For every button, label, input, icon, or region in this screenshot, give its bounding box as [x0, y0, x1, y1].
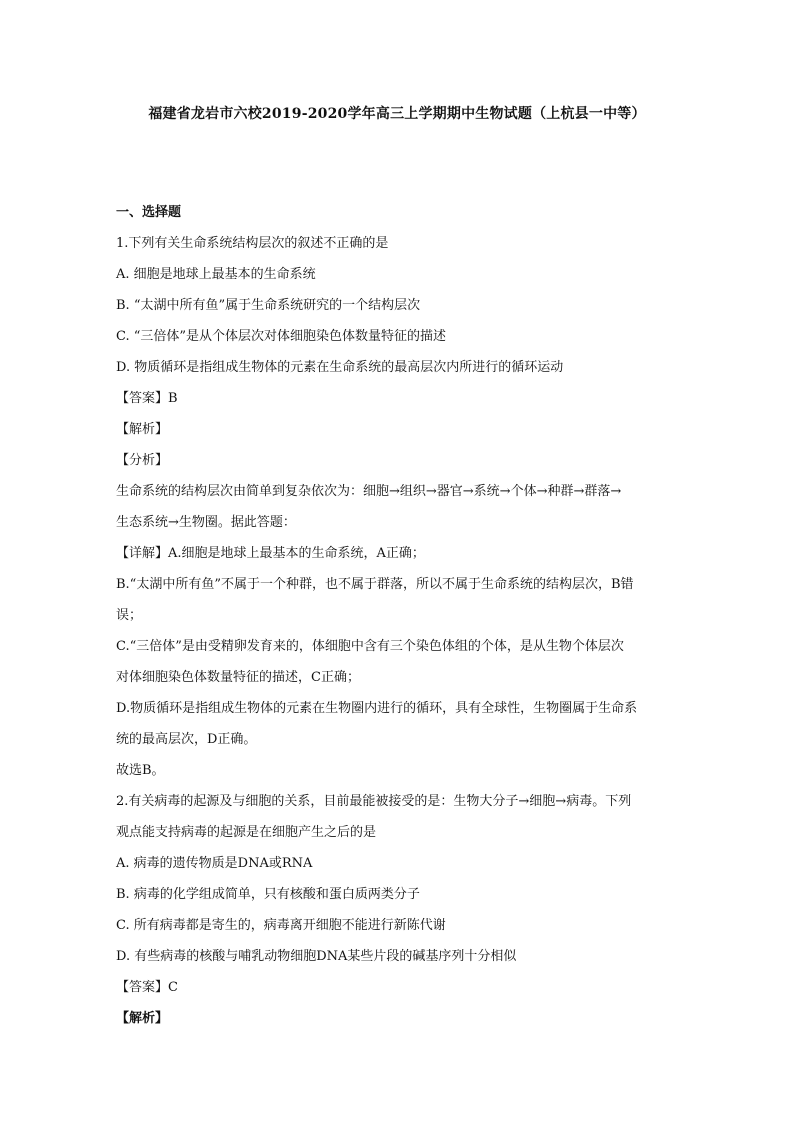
question-2-analysis-label: 【解析】	[116, 1011, 169, 1026]
question-1-analysis-label: 【解析】	[116, 422, 169, 437]
document-title: 福建省龙岩市六校2019-2020学年高三上学期期中生物试题（上杭县一中等）	[148, 106, 646, 122]
question-2-option-d: D. 有些病毒的核酸与哺乳动物细胞DNA某些片段的碱基序列十分相似	[116, 949, 517, 964]
question-1-fenxi-label: 【分析】	[116, 453, 169, 468]
question-1-detail-line: B.“太湖中所有鱼”不属于一个种群，也不属于群落，所以不属于生命系统的结构层次，B错	[116, 577, 634, 592]
question-1-option-b: B. “太湖中所有鱼”属于生命系统研究的一个结构层次	[116, 298, 421, 313]
question-2-stem: 2.有关病毒的起源及与细胞的关系，目前最能被接受的是：生物大分子→细胞→病毒。下列	[116, 794, 632, 809]
question-1-fenxi-line: 生态系统→生物圈。据此答题：	[116, 515, 296, 530]
question-2-option-b: B. 病毒的化学组成简单，只有核酸和蛋白质两类分子	[116, 887, 420, 902]
question-2-stem: 观点能支持病毒的起源是在细胞产生之后的是	[116, 825, 377, 840]
question-1-conclusion: 故选B。	[116, 763, 165, 778]
question-1-fenxi-line: 生命系统的结构层次由简单到复杂依次为：细胞→组织→器官→系统→个体→种群→群落→	[116, 484, 622, 499]
question-1-detail-line: 对体细胞染色体数量特征的描述，C正确；	[116, 670, 360, 685]
question-1-option-d: D. 物质循环是指组成生物体的元素在生命系统的最高层次内所进行的循环运动	[116, 360, 564, 375]
section-heading: 一、选择题	[116, 205, 182, 220]
question-2-option-c: C. 所有病毒都是寄生的，病毒离开细胞不能进行新陈代谢	[116, 918, 446, 933]
question-1-detail-line: 误；	[116, 608, 143, 623]
question-1-detail-line: 【详解】A.细胞是地球上最基本的生命系统，A正确；	[116, 546, 425, 561]
question-1-detail-line: D.物质循环是指组成生物体的元素在生物圈内进行的循环，具有全球性，生物圈属于生命系	[116, 701, 638, 716]
document-body	[116, 197, 682, 1034]
question-1-option-c: C. “三倍体”是从个体层次对体细胞染色体数量特征的描述	[116, 329, 447, 344]
question-1-stem: 1.下列有关生命系统结构层次的叙述不正确的是	[116, 236, 389, 251]
question-2-option-a: A. 病毒的遗传物质是DNA或RNA	[116, 856, 313, 871]
question-1-detail-line: C.“三倍体”是由受精卵发育来的，体细胞中含有三个染色体组的个体，是从生物个体层次	[116, 639, 624, 654]
question-1-option-a: A. 细胞是地球上最基本的生命系统	[116, 267, 316, 282]
question-2-answer: 【答案】C	[116, 980, 178, 995]
question-1-answer: 【答案】B	[116, 391, 178, 406]
question-1-detail-line: 统的最高层次，D正确。	[116, 732, 257, 747]
